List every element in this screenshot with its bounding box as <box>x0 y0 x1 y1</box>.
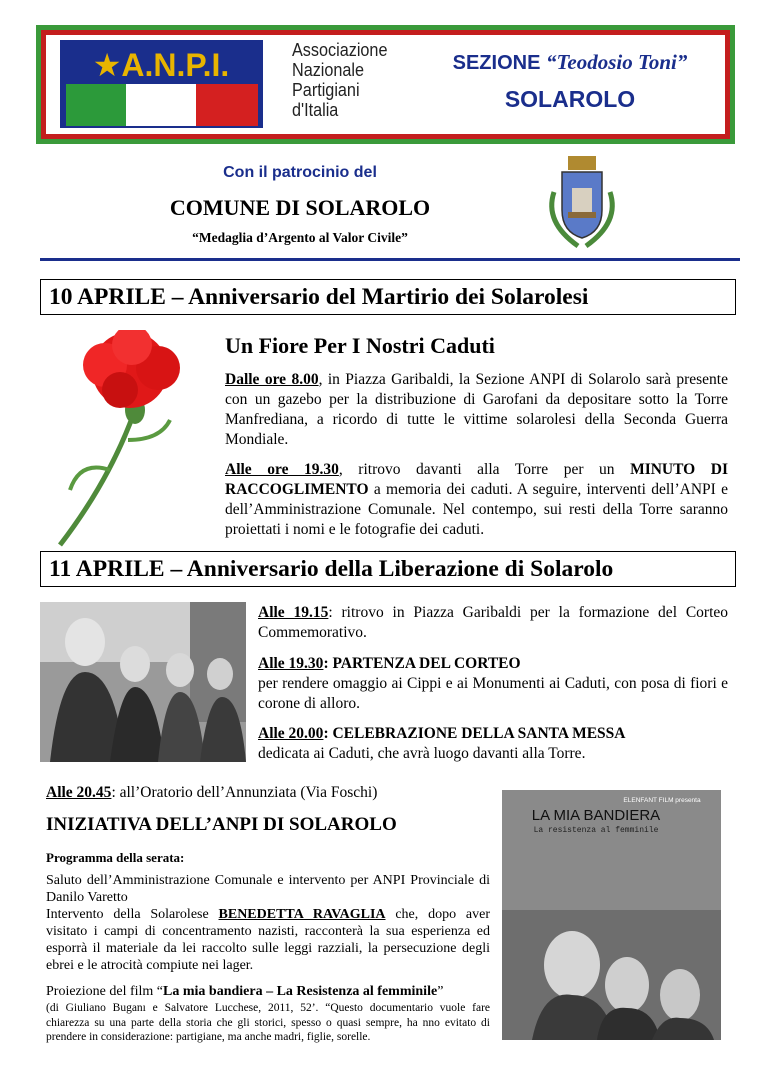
p2-bold: MINUTO DI RACCOGLIMENTO <box>225 461 729 498</box>
poster-producer: ELENFANT FILM presenta <box>623 797 701 804</box>
carnation-image <box>40 330 215 550</box>
p8-bold: BENEDETTA RAVAGLIA <box>218 907 386 922</box>
assoc-line-2: Nazionale <box>292 60 365 80</box>
program-item-film <box>46 983 490 1000</box>
section-title-11-april: 11 APRILE – Anniversario della Liberazione di Solarolo <box>40 551 736 587</box>
comune-title: COMUNE DI SOLAROLO <box>169 195 431 220</box>
p2-text-b: a memoria dei caduti. A seguire, interventi dell’ANPI e dell’Amministrazione Comunale. Nel contempo, sui resti della Torre saranno proiettati i nomi e le fotografie dei caduti. <box>225 481 728 538</box>
p5-text: dedicata ai Caduti, che avrà luogo davanti alla Torre. <box>258 745 586 762</box>
program-item-saluto: Saluto dell’Amministrazione Comunale e intervento per ANPI Provinciale di Danilo Varetto <box>46 873 490 905</box>
initiative-title: INIZIATIVA DELL’ANPI DI SOLAROLO <box>46 814 397 835</box>
sezione-name: “Teodosio Toni” <box>545 50 688 74</box>
paragraph-1915 <box>258 603 728 643</box>
p8-text-b: che, dopo aver visitato i campi di concentramento nazisti, racconterà la sua esperienza ed esporrà il materiale da lei raccolto sulle leggi razziali, la persecuzione degli ebrei e le atrocità compiute nei lager. <box>46 907 490 973</box>
p1-text: , in Piazza Garibaldi, la Sezione ANPI di Solarolo sarà presente con un gazebo per la distribuzione di Garofani da depositare sotto la Torre Manfrediana, a ricordo di tutte le vittime solarolesi della Seconda Guerra Mondiale. <box>225 371 728 448</box>
assoc-line-4: d'Italia <box>292 100 339 120</box>
time-0800: Dalle ore 8.00 <box>225 371 319 388</box>
programma-label: Programma della serata: <box>46 850 185 865</box>
comune-crest-image <box>538 152 626 252</box>
p9-bold: La mia bandiera – La Resistenza al femminile <box>163 984 438 999</box>
town-heading: SOLAROLO <box>504 86 636 112</box>
partisans-photo <box>40 602 246 762</box>
p4-text: per rendere omaggio ai Cippi e ai Monumenti ai Caduti, con posa di fiori e corone di alloro. <box>258 675 728 712</box>
time-2000: Alle 20.00 <box>258 725 324 742</box>
poster-title: LA MIA BANDIERA <box>531 807 661 824</box>
medal-caption: “Medaglia d’Argento al Valor Civile” <box>192 230 408 245</box>
paragraph-2000-messa <box>258 724 728 764</box>
paragraph-1930-corteo <box>258 654 728 714</box>
program-item-intervento <box>46 906 490 974</box>
section-title-10-april: 10 APRILE – Anniversario del Martirio dei Solarolesi <box>40 279 736 315</box>
time-2045: Alle 20.45 <box>46 784 112 801</box>
p9-text-a: Proiezione del film “ <box>46 984 164 999</box>
poster-subtitle: La resistenza al femminile <box>533 826 659 835</box>
p5-bold: : CELEBRAZIONE DELLA SANTA MESSA <box>323 725 626 742</box>
paragraph-2045 <box>46 784 377 802</box>
time-1930: Alle ore 19.30 <box>225 461 339 478</box>
paragraph-morning <box>225 370 728 450</box>
subtitle-fiore: Un Fiore Per I Nostri Caduti <box>225 333 495 358</box>
p8-text-a: Intervento della Solarolese <box>46 907 219 922</box>
p2-text-a: , ritrovo davanti alla Torre per un <box>338 461 631 478</box>
sezione-heading <box>425 50 715 75</box>
anpi-logo <box>60 40 263 128</box>
sezione-label: SEZIONE <box>452 52 541 74</box>
p6-text: : all’Oratorio dell’Annunziata (Via Foschi) <box>111 784 378 801</box>
patronage-line: Con il patrocinio del <box>223 164 377 181</box>
time-1930b: Alle 19.30 <box>258 655 324 672</box>
divider <box>40 258 740 261</box>
paragraph-evening <box>225 460 728 540</box>
p4-bold: : PARTENZA DEL CORTEO <box>323 655 521 672</box>
assoc-line-3: Partigiani <box>292 80 360 100</box>
time-1915: Alle 19.15 <box>258 604 329 621</box>
p9-text-b: ” <box>437 984 444 999</box>
film-description: (di Giuliano Buganı e Salvatore Lucchese, 2011, 52’. “Questo documentario vuole fare chiarezza su una parte della storia che gli storici, spesso o quasi sempre, ha nno evitato di prendere in considerazione: partigiane, ma anche madri, figlie, sorelle. <box>46 1002 490 1043</box>
association-name <box>292 40 398 120</box>
film-poster-image <box>502 790 721 1040</box>
logo-text: ★A.N.P.I. <box>92 47 230 83</box>
assoc-line-1: Associazione <box>292 40 388 60</box>
p3-text: : ritrovo in Piazza Garibaldi per la formazione del Corteo Commemorativo. <box>258 604 729 641</box>
